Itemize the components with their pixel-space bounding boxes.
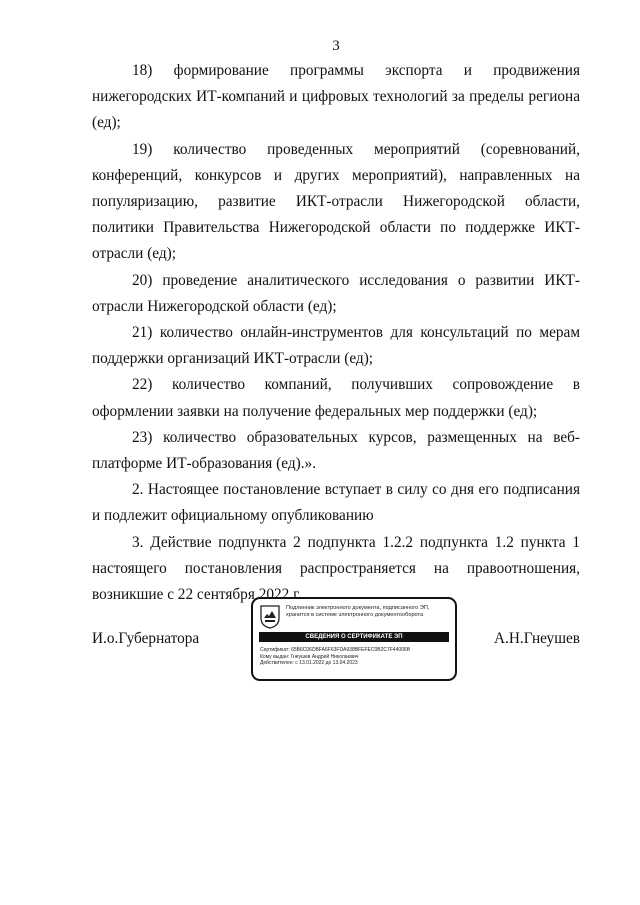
paragraph-clause-3: 3. Действие подпункта 2 подпункта 1.2.2 подпункта 1.2 пункта 1 настоящего постановления распространяется на правоотношения, возникшие с 22 сентября 2022 г.	[92, 533, 580, 604]
paragraph-item-22: 22) количество компаний, получивших сопровождение в оформлении заявки на получение федеральных мер поддержки (ед);	[92, 376, 580, 420]
stamp-owner: Кому выдан: Гнеушев Андрей Николаевич	[260, 653, 359, 660]
paragraph-item-23: 23) количество образовательных курсов, размещенных на веб-платформе ИТ-образования (ед).».	[92, 428, 580, 473]
electronic-signature-stamp	[251, 597, 457, 681]
paragraph-clause-2: 2. Настоящее постановление вступает в силу со дня его подписания и подлежит официальному опубликованию	[92, 481, 580, 525]
paragraph-item-21: 21) количество онлайн-инструментов для консультаций по мерам поддержки организаций ИКТ-отрасли (ед);	[92, 324, 580, 368]
stamp-title: СВЕДЕНИЯ О СЕРТИФИКАТЕ ЭП	[259, 632, 449, 642]
stamp-certificate: Сертификат: 65B6C06DBFA6F63FDA938BFEFEC0B2C7F44006B	[260, 647, 411, 653]
page-number: 3	[332, 38, 340, 54]
stamp-validity: Действителен: с 13.01.2022 до 13.04.2023	[260, 660, 358, 667]
signatory-position: И.о.Губернатора	[92, 630, 200, 647]
stamp-details	[260, 647, 452, 667]
paragraph-item-19: 19) количество проведенных мероприятий (соревнований, конференций, конкурсов и других мероприятий), направленных на популяризацию, развитие ИКТ-отрасли Нижегородской области, политики Правительства Нижегородской области по поддержке ИКТ-отрасли (ед);	[92, 140, 580, 263]
paragraph-item-20: 20) проведение аналитического исследования о развитии ИКТ-отрасли Нижегородской области (ед);	[92, 271, 580, 315]
paragraph-item-18: 18) формирование программы экспорта и продвижения нижегородских ИТ-компаний и цифровых технологий за пределы региона (ед);	[92, 62, 580, 132]
document-body	[92, 58, 580, 608]
signatory-name: А.Н.Гнеушев	[493, 630, 580, 647]
stamp-header: Подлинник электронного документа, подписанного ЭП, хранится в системе электронного документооборота	[286, 605, 430, 618]
coat-of-arms-icon	[260, 605, 280, 629]
